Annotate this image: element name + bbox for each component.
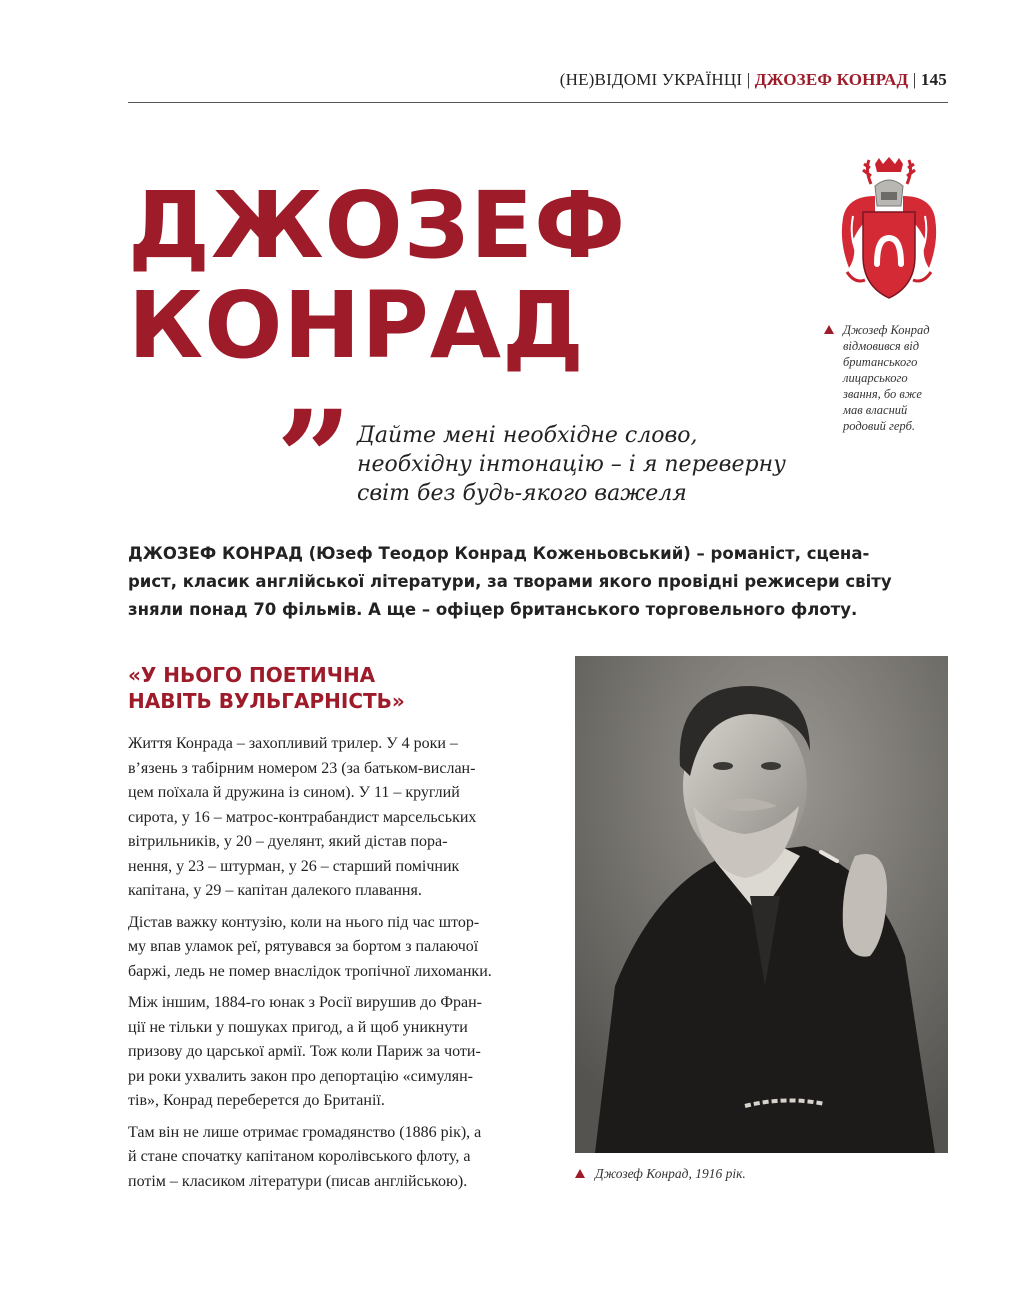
lead-paragraph: [128, 540, 958, 624]
body-line: призову до царської армії. Тож коли Париж за чоти-: [128, 1043, 481, 1060]
body-line: Там він не лише отримає громадянство (1886 рік), а: [128, 1123, 482, 1141]
running-header: [560, 70, 947, 90]
crest-caption-line: родовий герб.: [843, 419, 916, 433]
coat-of-arms-image: [835, 156, 943, 304]
lead-line: зняли понад 70 фільмів. А ще – офіцер британського торговельного флоту.: [128, 600, 858, 619]
body-line: цем поїхала й дружина із сином). У 11 – круглий: [128, 784, 460, 801]
header-rule: [128, 102, 948, 103]
page-title-line: КОНРАД: [128, 272, 585, 379]
crest-caption-line: відмовився від: [843, 339, 920, 353]
caption-triangle-icon: [824, 325, 834, 334]
body-line: Життя Конрада – захопливий трилер. У 4 роки –: [128, 735, 458, 752]
portrait-caption: [575, 1166, 746, 1182]
article-body: [128, 732, 548, 1201]
body-line: нення, у 23 – штурман, у 26 – старший помічник: [128, 857, 460, 875]
body-paragraph: [128, 732, 548, 904]
body-line: й стане спочатку капітаном королівського флоту, а: [128, 1148, 471, 1165]
caption-triangle-icon: [575, 1169, 585, 1178]
header-section: (НЕ)ВІДОМІ УКРАЇНЦІ: [559, 70, 743, 89]
body-line: потім – класиком літератури (писав англійською).: [128, 1172, 468, 1190]
header-separator: |: [746, 70, 751, 89]
body-paragraph: [128, 911, 548, 985]
body-line: в’язень з табірним номером 23 (за батьком-вислан-: [128, 759, 476, 777]
body-line: баржі, ледь не помер внаслідок тропічної лихоманки.: [128, 962, 492, 980]
body-paragraph: [128, 1121, 548, 1195]
section-title-line: «У НЬОГО ПОЕТИЧНА: [128, 663, 376, 687]
body-line: вітрильників, у 20 – дуелянт, який дістав пора-: [128, 833, 448, 850]
page-title-line: ДЖОЗЕФ: [128, 172, 627, 279]
body-line: Між іншим, 1884-го юнак з Росії вирушив до Фран-: [128, 994, 482, 1011]
body-line: ції не тільки у пошуках пригод, а й щоб уникнути: [128, 1018, 468, 1036]
crest-caption: [824, 322, 954, 434]
epigraph-line: світ без будь-якого важеля: [357, 481, 687, 506]
crest-caption-line: Джозеф Конрад: [843, 323, 930, 337]
header-separator: |: [912, 70, 917, 89]
epigraph-line: необхідну інтонацію – і я переверну: [357, 452, 786, 477]
body-line: сирота, у 16 – матрос-контрабандист марсельських: [128, 808, 477, 826]
quote-mark-icon: ”: [276, 382, 352, 537]
page-title: [128, 172, 627, 379]
body-line: тів», Конрад переберется до Британії.: [128, 1092, 385, 1109]
crest-caption-line: британського: [843, 355, 918, 369]
section-title: [128, 662, 405, 714]
lead-line: рист, класик англійської літератури, за творами якого провідні режисери світу: [128, 572, 892, 591]
body-line: му впав уламок реї, рятувався за бортом з палаючої: [128, 938, 479, 955]
crest-caption-line: мав власний: [843, 403, 908, 417]
body-line: капітана, у 29 – капітан далекого плавання.: [128, 882, 422, 899]
page-number: 145: [920, 70, 947, 89]
epigraph-line: Дайте мені необхідне слово,: [357, 423, 698, 448]
section-title-line: НАВІТЬ ВУЛЬГАРНІСТЬ»: [128, 689, 405, 713]
body-paragraph: [128, 991, 548, 1114]
body-line: Дістав важку контузію, коли на нього під час штор-: [128, 913, 480, 931]
header-chapter: ДЖОЗЕФ КОНРАД: [754, 70, 909, 89]
portrait-caption-text: Джозеф Конрад, 1916 рік.: [595, 1166, 746, 1181]
crest-caption-line: звання, бо вже: [843, 387, 922, 401]
body-line: ри роки ухвалить закон про депортацію «симулян-: [128, 1067, 473, 1085]
crest-caption-line: лицарського: [843, 371, 908, 385]
lead-line: ДЖОЗЕФ КОНРАД (Юзеф Теодор Конрад Коженьовський) – романіст, сцена-: [128, 544, 870, 563]
portrait-photo: [575, 656, 948, 1153]
epigraph-quote: [357, 421, 817, 508]
